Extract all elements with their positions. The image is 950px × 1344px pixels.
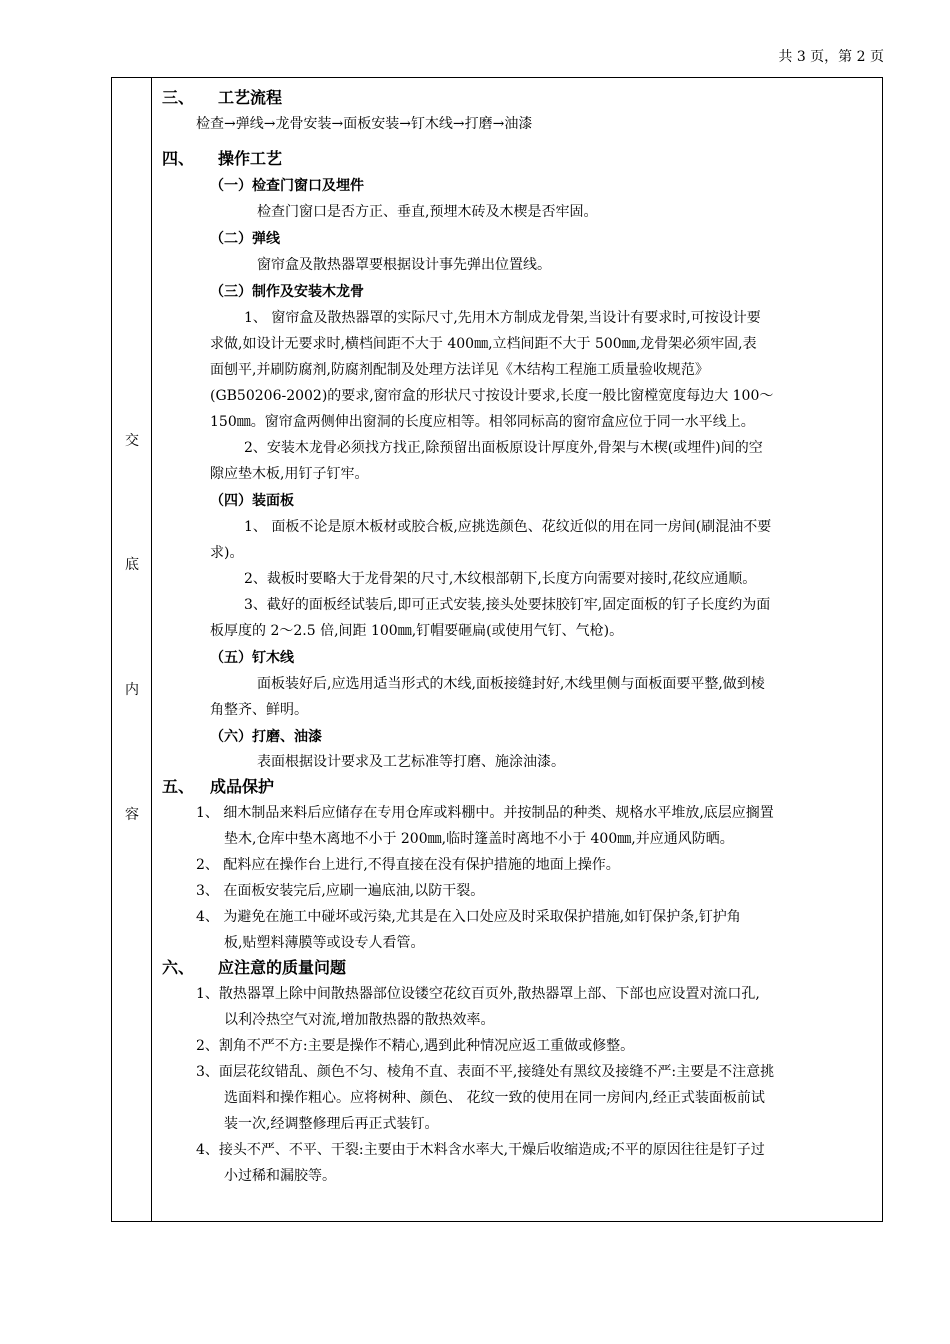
- subsection-3-title: （三）制作及安装木龙骨: [210, 284, 364, 300]
- list-line: 3、 在面板安装完后,应刷一遍底油,以防干裂。: [196, 883, 485, 899]
- side-label-char: 交: [125, 433, 139, 449]
- paragraph-line: 板厚度的 2～2.5 倍,间距 100㎜,钉帽要砸扁(或使用气钉、气枪)。: [210, 623, 624, 639]
- subsection-2-text: 窗帘盒及散热器罩要根据设计事先弹出位置线。: [257, 257, 551, 273]
- document-table: [111, 77, 883, 1222]
- subsection-5-title: （五）钉木线: [210, 650, 294, 666]
- side-label-char: 内: [125, 682, 139, 698]
- content-area: [152, 78, 882, 1221]
- list-line: 3、面层花纹错乱、颜色不匀、棱角不直、表面不平,接缝处有黑纹及接缝不严:主要是不注意挑: [196, 1064, 775, 1080]
- section-3-title: 工艺流程: [218, 88, 283, 107]
- list-line: 1、散热器罩上除中间散热器部位设镂空花纹百页外,散热器罩上部、下部也应设置对流口孔,: [196, 986, 760, 1002]
- list-line: 装一次,经调整修理后再正式装钉。: [224, 1116, 439, 1132]
- list-line: 1、 细木制品来料后应储存在专用仓库或料棚中。并按制品的种类、规格水平堆放,底层应搁置: [196, 805, 774, 821]
- section-4-title: 操作工艺: [218, 149, 283, 168]
- paragraph-line: 2、安装木龙骨必须找方找正,除预留出面板原设计厚度外,骨架与木楔(或埋件)间的空: [244, 440, 763, 456]
- paragraph-line: 2、裁板时要略大于龙骨架的尺寸,木纹根部朝下,长度方向需要对接时,花纹应通顺。: [244, 571, 757, 587]
- section-6-number: 六、: [162, 958, 195, 977]
- paragraph-line: 求)。: [210, 545, 244, 561]
- list-line: 2、割角不严不方:主要是操作不精心,遇到此种情况应返工重做或修整。: [196, 1038, 635, 1054]
- list-line: 板,贴塑料薄膜等或设专人看管。: [224, 935, 425, 951]
- section-5-title: 成品保护: [210, 777, 275, 796]
- section-3-number: 三、: [162, 88, 195, 107]
- paragraph-line: (GB50206-2002)的要求,窗帘盒的形状尺寸按设计要求,长度一般比窗樘宽度每边大 100～: [210, 388, 774, 404]
- subsection-6-title: （六）打磨、油漆: [210, 729, 322, 745]
- list-line: 4、接头不严、不平、干裂:主要由于木料含水率大,干燥后收缩造成;不平的原因往往是钉子过: [196, 1142, 765, 1158]
- paragraph-line: 3、截好的面板经试装后,即可正式安装,接头处要抹胶钉牢,固定面板的钉子长度约为面: [244, 597, 771, 613]
- list-line: 以利冷热空气对流,增加散热器的散热效率。: [224, 1012, 495, 1028]
- side-label-column: [112, 78, 152, 1221]
- subsection-1-text: 检查门窗口是否方正、垂直,预埋木砖及木楔是否牢固。: [257, 204, 598, 220]
- list-line: 选面料和操作粗心。应将树种、颜色、 花纹一致的使用在同一房间内,经正式装面板前试: [224, 1090, 765, 1106]
- subsection-1-title: （一）检查门窗口及埋件: [210, 178, 364, 194]
- section-4-number: 四、: [162, 149, 195, 168]
- paragraph-line: 面板装好后,应选用适当形式的木线,面板接缝封好,木线里侧与面板面要平整,做到棱: [257, 676, 765, 692]
- page-indicator: 共 3 页，第 2 页: [778, 49, 884, 65]
- paragraph-line: 1、 面板不论是原木板材或胶合板,应挑选颜色、花纹近似的用在同一房间(刷混油不要: [244, 519, 772, 535]
- subsection-6-text: 表面根据设计要求及工艺标准等打磨、施涂油漆。: [257, 754, 565, 770]
- subsection-2-title: （二）弹线: [210, 231, 280, 247]
- side-label-char: 底: [125, 557, 139, 573]
- paragraph-line: 面刨平,并刷防腐剂,防腐剂配制及处理方法详见《木结构工程施工质量验收规范》: [210, 362, 709, 378]
- list-line: 2、 配料应在操作台上进行,不得直接在没有保护措施的地面上操作。: [196, 857, 620, 873]
- list-line: 垫木,仓库中垫木离地不小于 200㎜,临时篷盖时离地不小于 400㎜,并应通风防晒。: [224, 831, 734, 847]
- section-5-number: 五、: [162, 777, 195, 796]
- list-line: 4、 为避免在施工中碰坏或污染,尤其是在入口处应及时采取保护措施,如钉保护条,钉护角: [196, 909, 741, 925]
- section-6-title: 应注意的质量问题: [218, 958, 347, 977]
- paragraph-line: 求做,如设计无要求时,横档间距不大于 400㎜,立档间距不大于 500㎜,龙骨架必须牢固,表: [210, 336, 757, 352]
- paragraph-line: 150㎜。窗帘盒两侧伸出窗洞的长度应相等。相邻同标高的窗帘盒应位于同一水平线上。: [210, 414, 755, 430]
- subsection-4-title: （四）装面板: [210, 493, 294, 509]
- paragraph-line: 角整齐、鲜明。: [210, 702, 308, 718]
- side-label-char: 容: [125, 807, 139, 823]
- paragraph-line: 隙应垫木板,用钉子钉牢。: [210, 466, 369, 482]
- list-line: 小过稀和漏胶等。: [224, 1168, 336, 1184]
- process-flow: 检查→弹线→龙骨安装→面板安装→钉木线→打磨→油漆: [196, 116, 533, 132]
- paragraph-line: 1、 窗帘盒及散热器罩的实际尺寸,先用木方制成龙骨架,当设计有要求时,可按设计要: [244, 310, 761, 326]
